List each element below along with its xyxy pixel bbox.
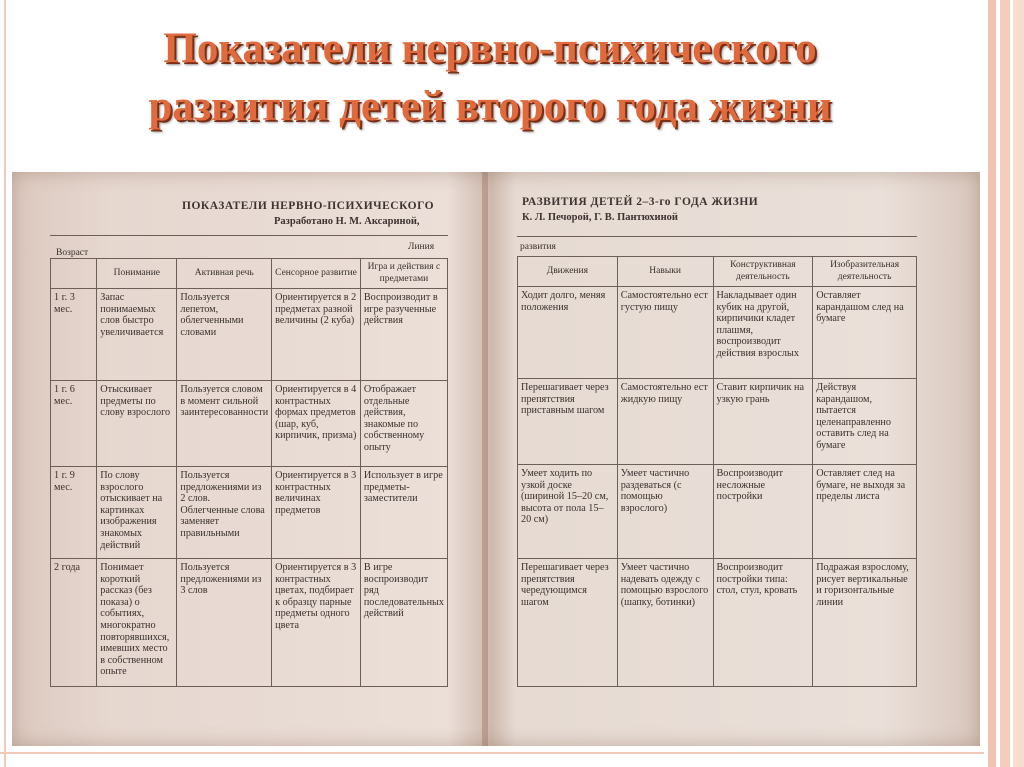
bottom-decorative-rule	[0, 752, 984, 754]
table-cell: Перешагивает через препятствия приставным шагом	[518, 379, 618, 465]
left-decorative-rule	[4, 0, 6, 767]
table-cell: Ориентируется в 3 контрастных величинах предметов	[272, 467, 361, 559]
right-decorative-stripes	[984, 0, 1024, 767]
right-col-header: Навыки	[617, 257, 713, 287]
right-top-rule	[517, 236, 917, 237]
table-cell: Пользуется словом в момент сильной заинтересованности	[177, 381, 272, 467]
left-col-header: Сенсорное развитие	[272, 259, 361, 289]
right-col-header: Конструктивная деятельность	[713, 257, 813, 287]
age-cell: 1 г. 3 мес.	[51, 289, 97, 381]
slide-title-line-1: Показатели нервно-психического	[163, 25, 817, 72]
slide-title-line-2: развития детей второго года жизни	[148, 83, 832, 130]
table-cell: Накладывает один кубик на другой, кирпичики кладет плашмя, воспроизводит действия взрослых	[713, 287, 813, 379]
right-table-header-row	[518, 257, 917, 287]
table-cell: Ориентируется в 2 предметах разной величины (2 куба)	[272, 289, 361, 381]
table-cell: Умеет ходить по узкой доске (шириной 15–20 см, высота от пола 15–20 см)	[518, 465, 618, 559]
table-cell: Ориентируется в 4 контрастных формах предметов (шар, куб, кирпичик, призма)	[272, 381, 361, 467]
table-cell: Запас понимаемых слов быстро увеличивается	[97, 289, 177, 381]
left-top-rule	[50, 235, 448, 236]
slide-title	[40, 20, 940, 136]
table-row	[518, 379, 917, 465]
table-cell: Самостоятельно ест густую пищу	[617, 287, 713, 379]
left-col-header: Игра и действия с предметами	[360, 259, 447, 289]
table-cell: Понимает короткий рассказ (без показа) о событиях, многократно повторявшихся, имевших место в собственном опыте	[97, 559, 177, 687]
table-cell: Воспроизводит в игре разученные действия	[360, 289, 447, 381]
table-cell: Отыскивает предметы по слову взрослого	[97, 381, 177, 467]
book-scan	[12, 172, 980, 746]
age-column-header: Возраст	[56, 248, 89, 258]
age-cell: 2 года	[51, 559, 97, 687]
table-cell: Оставляет след на бумаге, не выходя за пределы листа	[813, 465, 917, 559]
table-cell: Ставит кирпичик на узкую грань	[713, 379, 813, 465]
right-page-heading: РАЗВИТИЯ ДЕТЕЙ 2–3-го ГОДА ЖИЗНИ	[522, 196, 759, 208]
right-col-header: Движения	[518, 257, 618, 287]
table-cell: Использует в игре предметы-заместители	[360, 467, 447, 559]
table-cell: По слову взрослого отыскивает на картинках изображения знакомых действий	[97, 467, 177, 559]
table-cell: Умеет частично раздеваться (с помощью взрослого)	[617, 465, 713, 559]
table-cell: Отображает отдельные действия, знакомые по собственному опыту	[360, 381, 447, 467]
right-col-header: Изобразительная деятельность	[813, 257, 917, 287]
table-row	[51, 559, 448, 687]
table-cell: Пользуется предложениями из 3 слов	[177, 559, 272, 687]
table-row	[518, 287, 917, 379]
table-cell: Самостоятельно ест жидкую пищу	[617, 379, 713, 465]
line-group-header: Линия	[408, 242, 435, 252]
age-cell: 1 г. 6 мес.	[51, 381, 97, 467]
table-cell: Ходит долго, меняя положения	[518, 287, 618, 379]
table-cell: Воспроизводит постройки типа: стол, стул, кровать	[713, 559, 813, 687]
table-cell: Ориентируется в 3 контрастных цветах, подбирает к образцу парные предметы одного цвета	[272, 559, 361, 687]
age-cell: 1 г. 9 мес.	[51, 467, 97, 559]
table-row	[51, 467, 448, 559]
book-spine	[482, 172, 488, 746]
left-col-header: Понимание	[97, 259, 177, 289]
left-header-age-cell	[51, 259, 97, 289]
table-cell: Перешагивает через препятствия чередующимся шагом	[518, 559, 618, 687]
left-page-subheading: Разработано Н. М. Аксариной,	[274, 216, 420, 227]
left-page-heading: ПОКАЗАТЕЛИ НЕРВНО-ПСИХИЧЕСКОГО	[182, 200, 435, 212]
table-cell: Действуя карандашом, пытается целенаправленно оставить след на бумаге	[813, 379, 917, 465]
table-row	[518, 559, 917, 687]
left-table	[50, 258, 448, 687]
table-cell: Пользуется лепетом, облегченными словами	[177, 289, 272, 381]
table-cell: Пользуется предложениями из 2 слов. Облегченные слова заменяет правильными	[177, 467, 272, 559]
right-page-subheading: К. Л. Печорой, Г. В. Пантюхиной	[522, 212, 678, 223]
table-cell: Подражая взрослому, рисует вертикальные и горизонтальные линии	[813, 559, 917, 687]
table-cell: В игре воспроизводит ряд последовательных действий	[360, 559, 447, 687]
right-table	[517, 256, 917, 687]
table-cell: Оставляет карандашом след на бумаге	[813, 287, 917, 379]
table-row	[51, 289, 448, 381]
table-row	[51, 381, 448, 467]
table-cell: Умеет частично надевать одежду с помощью взрослого (шапку, ботинки)	[617, 559, 713, 687]
table-cell: Воспроизводит несложные постройки	[713, 465, 813, 559]
left-col-header: Активная речь	[177, 259, 272, 289]
right-group-header: развития	[520, 242, 556, 252]
table-row	[518, 465, 917, 559]
left-table-header-row	[51, 259, 448, 289]
